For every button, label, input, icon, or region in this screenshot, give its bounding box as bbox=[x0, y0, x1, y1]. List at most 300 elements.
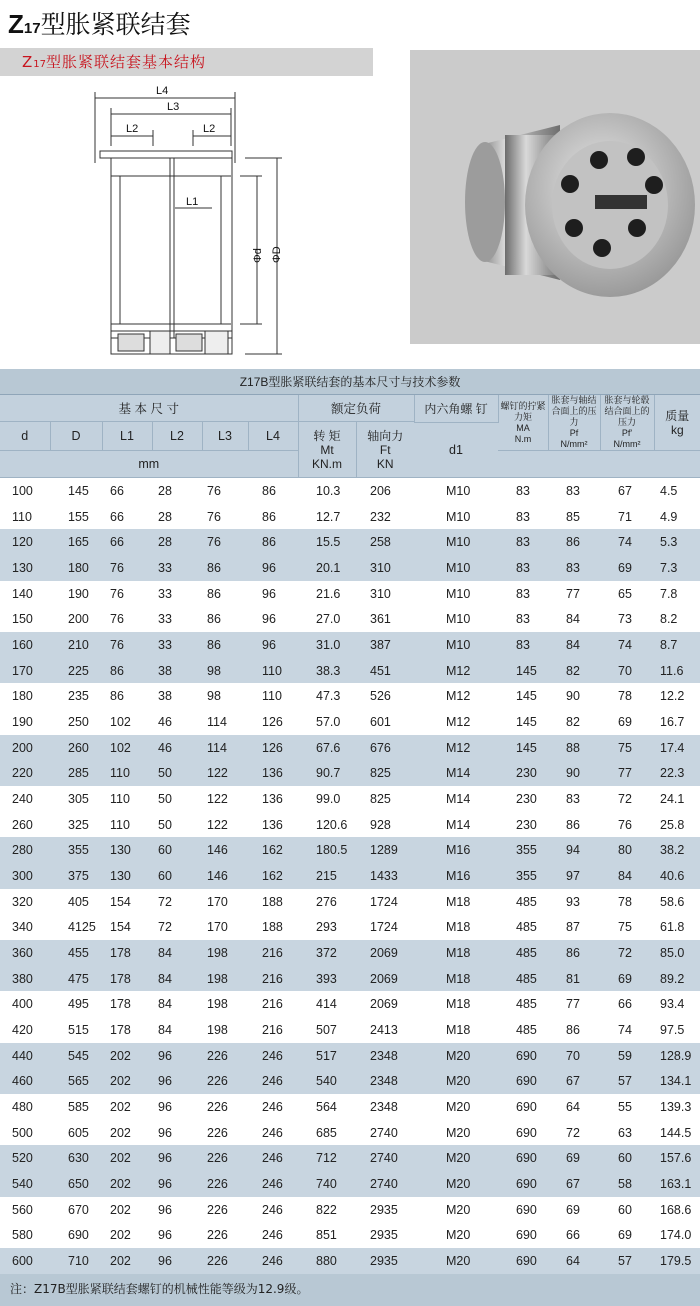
table-cell: 72 bbox=[600, 940, 654, 966]
table-row bbox=[0, 555, 700, 581]
table-cell: 690 bbox=[50, 1222, 102, 1248]
table-cell: 96 bbox=[152, 1171, 202, 1197]
table-cell: 40.6 bbox=[654, 863, 700, 889]
table-cell: 57 bbox=[600, 1068, 654, 1094]
table-cell: 360 bbox=[0, 940, 50, 966]
table-caption: Z17B型胀紧联结套的基本尺寸与技术参数 bbox=[0, 369, 700, 395]
table-cell: 73 bbox=[600, 606, 654, 632]
table-cell: 2935 bbox=[356, 1248, 414, 1274]
table-cell: 145 bbox=[50, 478, 102, 504]
table-cell: 94 bbox=[548, 837, 600, 863]
table-cell: 380 bbox=[0, 966, 50, 992]
table-cell: 226 bbox=[202, 1094, 248, 1120]
header-mass bbox=[654, 395, 700, 451]
table-cell: 57 bbox=[600, 1248, 654, 1274]
table-cell: 285 bbox=[50, 760, 102, 786]
table-cell: 676 bbox=[356, 735, 414, 761]
table-cell: 246 bbox=[248, 1145, 298, 1171]
table-cell: 202 bbox=[102, 1068, 152, 1094]
header-col-L2: L2 bbox=[152, 422, 202, 451]
table-cell: 84 bbox=[152, 966, 202, 992]
table-cell: 178 bbox=[102, 1017, 152, 1043]
table-cell: 122 bbox=[202, 786, 248, 812]
table-cell: 97.5 bbox=[654, 1017, 700, 1043]
table-cell: 110 bbox=[102, 786, 152, 812]
table-cell: 163.1 bbox=[654, 1171, 700, 1197]
table-cell: 33 bbox=[152, 581, 202, 607]
table-cell: 93 bbox=[548, 889, 600, 915]
table-cell: 130 bbox=[0, 555, 50, 581]
table-cell: 146 bbox=[202, 863, 248, 889]
table-cell: 517 bbox=[298, 1043, 356, 1069]
table-cell: 2740 bbox=[356, 1171, 414, 1197]
table-cell: 28 bbox=[152, 504, 202, 530]
table-cell: 293 bbox=[298, 914, 356, 940]
header-pressure-hub bbox=[600, 395, 654, 451]
table-cell: 202 bbox=[102, 1120, 152, 1146]
label-l3: L3 bbox=[167, 101, 180, 113]
table-cell: 144.5 bbox=[654, 1120, 700, 1146]
table-cell: 740 bbox=[298, 1171, 356, 1197]
table-cell: 246 bbox=[248, 1197, 298, 1223]
table-cell: 825 bbox=[356, 786, 414, 812]
table-cell: 690 bbox=[498, 1094, 548, 1120]
table-cell: 110 bbox=[102, 812, 152, 838]
table-cell: 86 bbox=[202, 555, 248, 581]
table-cell: 65 bbox=[600, 581, 654, 607]
table-cell: 520 bbox=[0, 1145, 50, 1171]
table-cell: 84 bbox=[152, 940, 202, 966]
table-cell: 25.8 bbox=[654, 812, 700, 838]
table-cell: M20 bbox=[414, 1094, 498, 1120]
table-cell: 170 bbox=[0, 658, 50, 684]
table-row bbox=[0, 991, 700, 1017]
table-cell: 83 bbox=[498, 529, 548, 555]
header-hex-bolt: 内六角螺 钉 bbox=[414, 395, 498, 423]
table-cell: 110 bbox=[248, 658, 298, 684]
table-cell: 134.1 bbox=[654, 1068, 700, 1094]
table-cell: 685 bbox=[298, 1120, 356, 1146]
table-cell: 69 bbox=[600, 1222, 654, 1248]
header-col-d: d bbox=[0, 422, 50, 451]
table-row bbox=[0, 1145, 700, 1171]
table-cell: 76 bbox=[102, 555, 152, 581]
table-cell: 96 bbox=[248, 632, 298, 658]
table-cell: 414 bbox=[298, 991, 356, 1017]
table-cell: 99.0 bbox=[298, 786, 356, 812]
table-cell: M10 bbox=[414, 632, 498, 658]
table-cell: 325 bbox=[50, 812, 102, 838]
table-cell: 50 bbox=[152, 760, 202, 786]
table-cell: 33 bbox=[152, 555, 202, 581]
header-d1: d1 bbox=[414, 423, 498, 478]
table-cell: 75 bbox=[600, 914, 654, 940]
table-cell: 190 bbox=[50, 581, 102, 607]
table-cell: 372 bbox=[298, 940, 356, 966]
label-phi-D: ΦD bbox=[271, 246, 283, 263]
table-cell: 160 bbox=[0, 632, 50, 658]
table-cell: 157.6 bbox=[654, 1145, 700, 1171]
table-cell: 601 bbox=[356, 709, 414, 735]
table-cell: 690 bbox=[498, 1222, 548, 1248]
table-cell: 605 bbox=[50, 1120, 102, 1146]
table-cell: 69 bbox=[600, 966, 654, 992]
table-cell: M20 bbox=[414, 1068, 498, 1094]
table-cell: 66 bbox=[102, 504, 152, 530]
table-cell: 60 bbox=[152, 837, 202, 863]
table-row bbox=[0, 529, 700, 555]
table-cell: 16.7 bbox=[654, 709, 700, 735]
table-cell: 225 bbox=[50, 658, 102, 684]
table-row bbox=[0, 658, 700, 684]
table-cell: 485 bbox=[498, 1017, 548, 1043]
table-cell: M10 bbox=[414, 555, 498, 581]
table-cell: 64 bbox=[548, 1248, 600, 1274]
table-cell: 82 bbox=[548, 658, 600, 684]
table-cell: 83 bbox=[498, 632, 548, 658]
table-cell: 1433 bbox=[356, 863, 414, 889]
table-cell: 12.7 bbox=[298, 504, 356, 530]
table-cell: 27.0 bbox=[298, 606, 356, 632]
spec-table-body bbox=[0, 478, 700, 1274]
table-cell: 246 bbox=[248, 1043, 298, 1069]
table-cell: 22.3 bbox=[654, 760, 700, 786]
table-cell: 83 bbox=[548, 478, 600, 504]
table-cell: 76 bbox=[102, 581, 152, 607]
table-cell: 485 bbox=[498, 914, 548, 940]
table-cell: 81 bbox=[548, 966, 600, 992]
table-cell: M10 bbox=[414, 606, 498, 632]
header-col-L1: L1 bbox=[102, 422, 152, 451]
table-cell: 78 bbox=[600, 683, 654, 709]
table-cell: 216 bbox=[248, 1017, 298, 1043]
table-cell: 86 bbox=[548, 529, 600, 555]
table-cell: M20 bbox=[414, 1120, 498, 1146]
table-cell: 96 bbox=[248, 606, 298, 632]
header-basic-dims: 基 本 尺 寸 bbox=[0, 395, 298, 422]
table-cell: 226 bbox=[202, 1043, 248, 1069]
table-cell: 58 bbox=[600, 1171, 654, 1197]
table-cell: 400 bbox=[0, 991, 50, 1017]
table-cell: M18 bbox=[414, 991, 498, 1017]
table-cell: 405 bbox=[50, 889, 102, 915]
table-cell: 38.2 bbox=[654, 837, 700, 863]
table-cell: 50 bbox=[152, 812, 202, 838]
table-cell: 880 bbox=[298, 1248, 356, 1274]
table-cell: 77 bbox=[548, 581, 600, 607]
table-cell: 600 bbox=[0, 1248, 50, 1274]
table-row bbox=[0, 889, 700, 915]
header-rated-load: 额定负荷 bbox=[298, 395, 414, 422]
table-cell: M20 bbox=[414, 1145, 498, 1171]
torque-unit: KN.m bbox=[312, 456, 342, 471]
table-cell: 46 bbox=[152, 735, 202, 761]
table-cell: 87 bbox=[548, 914, 600, 940]
table-cell: 246 bbox=[248, 1171, 298, 1197]
table-cell: 83 bbox=[548, 786, 600, 812]
table-cell: 310 bbox=[356, 555, 414, 581]
table-cell: 63 bbox=[600, 1120, 654, 1146]
pressure-shaft-label: 胀套与轴结合面上的压力 bbox=[551, 395, 597, 427]
table-cell: M18 bbox=[414, 914, 498, 940]
table-cell: 83 bbox=[498, 606, 548, 632]
table-cell: 500 bbox=[0, 1120, 50, 1146]
table-cell: 198 bbox=[202, 940, 248, 966]
table-cell: 46 bbox=[152, 709, 202, 735]
table-cell: 485 bbox=[498, 940, 548, 966]
table-cell: 585 bbox=[50, 1094, 102, 1120]
table-cell: 71 bbox=[600, 504, 654, 530]
table-cell: 28 bbox=[152, 478, 202, 504]
table-cell: 560 bbox=[0, 1197, 50, 1223]
table-row bbox=[0, 1120, 700, 1146]
table-cell: 690 bbox=[498, 1068, 548, 1094]
table-cell: 250 bbox=[50, 709, 102, 735]
table-cell: 260 bbox=[50, 735, 102, 761]
table-cell: 86 bbox=[248, 504, 298, 530]
table-cell: M14 bbox=[414, 812, 498, 838]
table-row bbox=[0, 478, 700, 504]
table-cell: 162 bbox=[248, 837, 298, 863]
table-cell: 96 bbox=[152, 1068, 202, 1094]
table-cell: 507 bbox=[298, 1017, 356, 1043]
table-cell: 540 bbox=[0, 1171, 50, 1197]
table-row bbox=[0, 709, 700, 735]
table-cell: 515 bbox=[50, 1017, 102, 1043]
table-cell: 24.1 bbox=[654, 786, 700, 812]
table-cell: 375 bbox=[50, 863, 102, 889]
table-cell: 198 bbox=[202, 966, 248, 992]
table-cell: 139.3 bbox=[654, 1094, 700, 1120]
axial-sym: Ft bbox=[379, 442, 391, 457]
table-row bbox=[0, 1248, 700, 1274]
table-cell: 230 bbox=[498, 812, 548, 838]
table-cell: M18 bbox=[414, 889, 498, 915]
table-cell: 475 bbox=[50, 966, 102, 992]
table-cell: 460 bbox=[0, 1068, 50, 1094]
table-row bbox=[0, 837, 700, 863]
title-z: Z bbox=[8, 9, 24, 39]
table-cell: 7.8 bbox=[654, 581, 700, 607]
header-blank bbox=[498, 451, 700, 478]
table-cell: 712 bbox=[298, 1145, 356, 1171]
table-cell: 310 bbox=[356, 581, 414, 607]
table-cell: 86 bbox=[202, 632, 248, 658]
table-cell: 60 bbox=[600, 1197, 654, 1223]
table-cell: 67 bbox=[600, 478, 654, 504]
mass-unit: kg bbox=[670, 422, 684, 437]
table-cell: 110 bbox=[248, 683, 298, 709]
table-cell: 98 bbox=[202, 658, 248, 684]
table-cell: 96 bbox=[152, 1222, 202, 1248]
table-cell: 440 bbox=[0, 1043, 50, 1069]
table-row bbox=[0, 966, 700, 992]
table-cell: 38 bbox=[152, 683, 202, 709]
table-cell: 670 bbox=[50, 1197, 102, 1223]
table-cell: 690 bbox=[498, 1145, 548, 1171]
table-cell: 340 bbox=[0, 914, 50, 940]
page-title bbox=[8, 6, 191, 42]
table-cell: 86 bbox=[548, 812, 600, 838]
table-cell: 33 bbox=[152, 632, 202, 658]
table-cell: 7.3 bbox=[654, 555, 700, 581]
table-cell: 146 bbox=[202, 837, 248, 863]
table-cell: 84 bbox=[548, 632, 600, 658]
table-cell: 226 bbox=[202, 1248, 248, 1274]
table-cell: 174.0 bbox=[654, 1222, 700, 1248]
table-cell: 84 bbox=[600, 863, 654, 889]
table-cell: 84 bbox=[152, 1017, 202, 1043]
table-cell: 86 bbox=[202, 581, 248, 607]
table-cell: 72 bbox=[152, 889, 202, 915]
table-cell: 276 bbox=[298, 889, 356, 915]
table-cell: M20 bbox=[414, 1248, 498, 1274]
header-col-L3: L3 bbox=[202, 422, 248, 451]
table-cell: 78 bbox=[600, 889, 654, 915]
table-cell: 145 bbox=[498, 658, 548, 684]
table-cell: 12.2 bbox=[654, 683, 700, 709]
table-row bbox=[0, 863, 700, 889]
table-cell: 102 bbox=[102, 735, 152, 761]
label-l1: L1 bbox=[186, 196, 199, 208]
table-cell: 20.1 bbox=[298, 555, 356, 581]
table-cell: 690 bbox=[498, 1171, 548, 1197]
table-cell: 188 bbox=[248, 889, 298, 915]
table-cell: 90.7 bbox=[298, 760, 356, 786]
torque-label: 转 矩 bbox=[313, 428, 341, 443]
technical-drawing bbox=[0, 78, 400, 370]
table-row bbox=[0, 786, 700, 812]
pressure-hub-label: 胀套与轮毂结合面上的压力 bbox=[604, 395, 650, 427]
table-cell: 96 bbox=[248, 555, 298, 581]
table-cell: 75 bbox=[600, 735, 654, 761]
table-cell: 33 bbox=[152, 606, 202, 632]
table-cell: 136 bbox=[248, 812, 298, 838]
table-cell: 110 bbox=[0, 504, 50, 530]
table-cell: 38 bbox=[152, 658, 202, 684]
table-cell: 361 bbox=[356, 606, 414, 632]
table-row bbox=[0, 1017, 700, 1043]
table-cell: 393 bbox=[298, 966, 356, 992]
table-row bbox=[0, 632, 700, 658]
table-cell: 86 bbox=[102, 683, 152, 709]
table-cell: 140 bbox=[0, 581, 50, 607]
table-cell: 66 bbox=[102, 478, 152, 504]
bolt-torque-sym: MA bbox=[516, 422, 530, 433]
table-cell: 86 bbox=[548, 940, 600, 966]
table-cell: 480 bbox=[0, 1094, 50, 1120]
header-axial bbox=[356, 422, 414, 478]
table-cell: M10 bbox=[414, 529, 498, 555]
table-cell: 178 bbox=[102, 940, 152, 966]
table-cell: 580 bbox=[0, 1222, 50, 1248]
table-cell: M18 bbox=[414, 940, 498, 966]
table-row bbox=[0, 504, 700, 530]
product-photo bbox=[410, 50, 700, 344]
table-cell: 55 bbox=[600, 1094, 654, 1120]
table-cell: 210 bbox=[50, 632, 102, 658]
table-cell: 67 bbox=[548, 1068, 600, 1094]
axial-unit: KN bbox=[376, 456, 394, 471]
table-cell: 17.4 bbox=[654, 735, 700, 761]
table-cell: 70 bbox=[600, 658, 654, 684]
header-col-D: D bbox=[50, 422, 102, 451]
table-cell: 305 bbox=[50, 786, 102, 812]
table-cell: 260 bbox=[0, 812, 50, 838]
table-cell: 82 bbox=[548, 709, 600, 735]
label-l2-left: L2 bbox=[126, 123, 139, 135]
table-cell: 216 bbox=[248, 991, 298, 1017]
header-pressure-shaft bbox=[548, 395, 600, 451]
table-cell: 96 bbox=[152, 1197, 202, 1223]
table-cell: M18 bbox=[414, 1017, 498, 1043]
table-cell: 455 bbox=[50, 940, 102, 966]
table-cell: 86 bbox=[248, 478, 298, 504]
table-cell: 83 bbox=[498, 504, 548, 530]
footnote-text: 注：Z17B型胀紧联结套螺钉的机械性能等级为12.9级。 bbox=[10, 1282, 309, 1296]
table-cell: 154 bbox=[102, 914, 152, 940]
mass-label: 质量 bbox=[665, 408, 690, 423]
table-cell: 83 bbox=[548, 555, 600, 581]
table-cell: M16 bbox=[414, 837, 498, 863]
table-cell: 76 bbox=[102, 632, 152, 658]
table-cell: 96 bbox=[152, 1043, 202, 1069]
table-cell: 206 bbox=[356, 478, 414, 504]
table-cell: 76 bbox=[202, 478, 248, 504]
table-cell: 230 bbox=[498, 760, 548, 786]
table-cell: 15.5 bbox=[298, 529, 356, 555]
table-row bbox=[0, 940, 700, 966]
table-cell: 74 bbox=[600, 632, 654, 658]
pressure-hub-unit: N/mm² bbox=[613, 439, 641, 449]
table-cell: 485 bbox=[498, 966, 548, 992]
table-cell: 690 bbox=[498, 1248, 548, 1274]
table-cell: 226 bbox=[202, 1068, 248, 1094]
table-cell: 630 bbox=[50, 1145, 102, 1171]
table-cell: 72 bbox=[548, 1120, 600, 1146]
table-cell: 69 bbox=[548, 1197, 600, 1223]
table-cell: 188 bbox=[248, 914, 298, 940]
table-cell: 202 bbox=[102, 1197, 152, 1223]
table-cell: 540 bbox=[298, 1068, 356, 1094]
table-cell: 180 bbox=[0, 683, 50, 709]
table-cell: 120 bbox=[0, 529, 50, 555]
table-cell: 690 bbox=[498, 1197, 548, 1223]
table-cell: 2413 bbox=[356, 1017, 414, 1043]
table-cell: 83 bbox=[498, 555, 548, 581]
table-cell: 31.0 bbox=[298, 632, 356, 658]
table-cell: 11.6 bbox=[654, 658, 700, 684]
table-cell: 10.3 bbox=[298, 478, 356, 504]
table-cell: 246 bbox=[248, 1120, 298, 1146]
table-cell: 77 bbox=[600, 760, 654, 786]
table-cell: M14 bbox=[414, 786, 498, 812]
table-row bbox=[0, 1197, 700, 1223]
table-cell: 83 bbox=[498, 581, 548, 607]
table-cell: 126 bbox=[248, 735, 298, 761]
label-l4: L4 bbox=[156, 85, 169, 97]
table-cell: 215 bbox=[298, 863, 356, 889]
table-cell: M20 bbox=[414, 1171, 498, 1197]
table-cell: 2069 bbox=[356, 966, 414, 992]
table-cell: M16 bbox=[414, 863, 498, 889]
table-row bbox=[0, 812, 700, 838]
table-cell: 420 bbox=[0, 1017, 50, 1043]
table-cell: 128.9 bbox=[654, 1043, 700, 1069]
table-cell: 246 bbox=[248, 1248, 298, 1274]
table-cell: 246 bbox=[248, 1222, 298, 1248]
table-cell: 76 bbox=[202, 529, 248, 555]
